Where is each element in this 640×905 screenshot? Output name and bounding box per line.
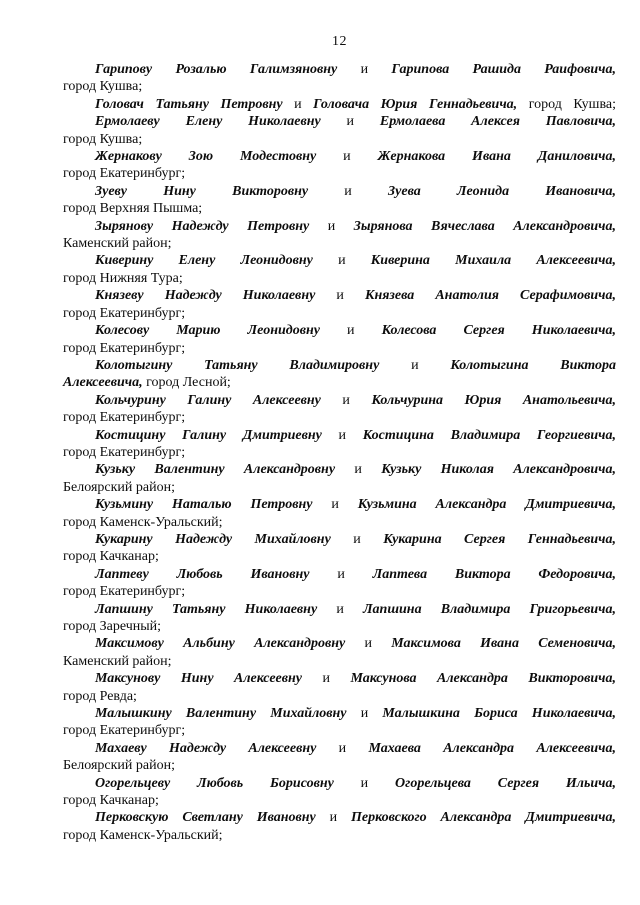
regular-text: и xyxy=(379,357,451,373)
couple-names-text: Колесову Марию Леонидовну xyxy=(95,323,320,339)
couple-names-text: Алексеевича, xyxy=(63,375,143,391)
couple-names-text: Кукарину Надежду Михайловну xyxy=(95,531,331,547)
entry-line-names xyxy=(63,496,616,513)
regular-text: и xyxy=(309,566,373,582)
regular-text: и xyxy=(346,706,383,722)
regular-text: город Екатеринбург; xyxy=(63,340,186,356)
entry-line-continuation xyxy=(63,688,616,705)
entry xyxy=(63,635,616,670)
entry-line-names xyxy=(63,287,616,304)
couple-names-text: Максунова Александра Викторовича, xyxy=(350,671,617,687)
entry-line-continuation xyxy=(63,165,616,182)
entry-line-names xyxy=(63,252,616,269)
regular-text: и xyxy=(312,253,371,269)
couple-names-text: Жернакову Зою Модестовну xyxy=(95,149,317,165)
entry xyxy=(63,670,616,705)
entry-line-names xyxy=(63,148,616,165)
entry-line-continuation xyxy=(63,270,616,287)
entry-line-names xyxy=(63,427,616,444)
couple-names-text: Головач Татьяну Петровну xyxy=(95,96,283,112)
couple-names-text: Колотыгина Виктора xyxy=(450,357,616,373)
entry-line-names xyxy=(63,461,616,478)
couple-names-text: Князева Анатолия Серафимовича, xyxy=(364,288,616,304)
entry-line-continuation xyxy=(63,792,616,809)
regular-text: город Лесной; xyxy=(142,375,231,391)
entry-line-continuation xyxy=(63,583,616,600)
entry-line-continuation xyxy=(63,827,616,844)
entry-line-names xyxy=(63,566,616,583)
regular-text: и xyxy=(309,218,354,234)
entry-line-continuation xyxy=(63,514,616,531)
regular-text: и xyxy=(302,671,351,687)
entry xyxy=(63,218,616,253)
regular-text: город Качканар; xyxy=(63,549,159,565)
couple-names-text: Зуеву Нину Викторовну xyxy=(95,183,309,199)
couple-names-text: Махаеву Надежду Алексеевну xyxy=(95,740,317,756)
entry-line-names xyxy=(63,392,616,409)
regular-text: город Качканар; xyxy=(63,793,159,809)
couple-names-text: Малышкину Валентину Михайловну xyxy=(95,706,347,722)
entry-line-continuation xyxy=(63,548,616,565)
couple-names-text: Костицина Владимира Георгиевича, xyxy=(362,427,617,443)
entry-line-names xyxy=(63,113,616,130)
couple-names-text: Перковскую Светлану Ивановну xyxy=(95,810,316,826)
regular-text: город Екатеринбург; xyxy=(63,410,186,426)
regular-text: город Екатеринбург; xyxy=(63,305,186,321)
couple-names-text: Огорельцева Сергея Ильича, xyxy=(395,775,617,791)
couple-names-text: Малышкина Бориса Николаевича, xyxy=(382,706,616,722)
entry xyxy=(63,357,616,392)
entry-line-names xyxy=(63,322,616,339)
regular-text: и xyxy=(337,62,392,77)
couple-names-text: Перковского Александра Дмитриевича, xyxy=(351,810,616,826)
regular-text: и xyxy=(316,740,369,756)
regular-text: и xyxy=(335,462,382,478)
couple-names-text: Кузьку Николая Александровича, xyxy=(381,462,617,478)
entry-line-names xyxy=(63,96,616,113)
entry xyxy=(63,96,616,113)
entry-line-names xyxy=(63,531,616,548)
couple-names-text: Максунову Нину Алексеевну xyxy=(95,671,303,687)
couple-names-text: Кузьмина Александра Дмитриевича, xyxy=(357,497,616,513)
regular-text: и xyxy=(315,288,365,304)
regular-text: город Каменск-Уральский; xyxy=(63,514,223,530)
couple-names-text: Киверину Елену Леонидовну xyxy=(95,253,313,269)
regular-text: город Каменск-Уральский; xyxy=(63,827,223,843)
entry xyxy=(63,183,616,218)
regular-text: город Екатеринбург; xyxy=(63,444,186,460)
couple-names-text: Кузьку Валентину Александровну xyxy=(95,462,336,478)
regular-text: город Екатеринбург; xyxy=(63,166,186,182)
regular-text: и xyxy=(320,392,372,408)
entry xyxy=(63,287,616,322)
entry-line-names xyxy=(63,357,616,374)
entry-line-continuation xyxy=(63,78,616,95)
couple-names-text: Колесова Сергея Николаевича, xyxy=(381,323,616,339)
entry xyxy=(63,775,616,810)
regular-text: город Кушва; xyxy=(63,131,143,147)
regular-text: город Заречный; xyxy=(63,619,162,634)
entry-line-continuation xyxy=(63,235,616,252)
entry-line-names xyxy=(63,218,616,235)
entry xyxy=(63,809,616,844)
couple-names-text: Гарипова Рашида Раифовича, xyxy=(391,62,616,77)
regular-text: и xyxy=(282,96,314,112)
regular-text: и xyxy=(308,183,389,199)
couple-names-text: Огорельцеву Любовь Борисовну xyxy=(95,775,334,791)
entry-line-continuation xyxy=(63,444,616,461)
couple-names-text: Лаптева Виктора Федоровича, xyxy=(372,566,617,582)
regular-text: и xyxy=(316,149,378,165)
entry-line-names xyxy=(63,705,616,722)
entry xyxy=(63,148,616,183)
page-number: 12 xyxy=(332,34,347,49)
entry xyxy=(63,113,616,148)
couple-names-text: Лапшина Владимира Григорьевича, xyxy=(362,601,616,617)
regular-text: и xyxy=(345,636,392,652)
entry-line-continuation xyxy=(63,200,616,217)
regular-text: Белоярский район; xyxy=(63,479,175,495)
entry-line-names xyxy=(63,183,616,200)
regular-text: и xyxy=(321,427,363,443)
entry xyxy=(63,61,616,96)
regular-text: и xyxy=(317,601,363,617)
couple-names-text: Зырянову Надежду Петровну xyxy=(95,218,310,234)
couple-names-text: Максимова Ивана Семеновича, xyxy=(391,636,616,652)
couple-names-text: Костицину Галину Дмитриевну xyxy=(95,427,322,443)
entry xyxy=(63,601,616,636)
regular-text: Каменский район; xyxy=(63,653,172,669)
entry xyxy=(63,392,616,427)
regular-text: Каменский район; xyxy=(63,236,172,252)
regular-text: город Екатеринбург; xyxy=(63,723,186,739)
couple-names-text: Кузьмину Наталью Петровну xyxy=(95,497,313,513)
regular-text: город Нижняя Тура; xyxy=(63,270,183,286)
couple-names-text: Зуева Леонида Ивановича, xyxy=(388,183,616,199)
regular-text: город Кушва; xyxy=(517,96,616,112)
regular-text: и xyxy=(330,531,384,547)
entry-line-names xyxy=(63,601,616,618)
entry-line-names xyxy=(63,775,616,792)
entry-line-continuation xyxy=(63,340,616,357)
regular-text: город Верхняя Пышма; xyxy=(63,201,203,217)
entry xyxy=(63,496,616,531)
entry-line-names xyxy=(63,809,616,826)
entry-line-continuation xyxy=(63,479,616,496)
entry xyxy=(63,427,616,462)
regular-text: и xyxy=(315,810,351,826)
regular-text: город Екатеринбург; xyxy=(63,584,186,600)
regular-text: и xyxy=(319,323,382,339)
entry-line-names xyxy=(63,61,616,78)
couple-names-text: Жернакова Ивана Даниловича, xyxy=(377,149,616,165)
couple-names-text: Максимову Альбину Александровну xyxy=(95,636,346,652)
entries-list xyxy=(63,61,616,844)
couple-names-text: Ермолаева Алексея Павловича, xyxy=(379,114,616,130)
entry xyxy=(63,740,616,775)
entry-line-continuation xyxy=(63,722,616,739)
couple-names-text: Гарипову Розалью Галимзяновну xyxy=(95,62,338,77)
regular-text: город Кушва; xyxy=(63,79,143,95)
couple-names-text: Кукарина Сергея Геннадьевича, xyxy=(383,531,616,547)
entry-line-names xyxy=(63,740,616,757)
regular-text: город Ревда; xyxy=(63,688,137,704)
couple-names-text: Лаптеву Любовь Ивановну xyxy=(95,566,310,582)
entry xyxy=(63,252,616,287)
entry xyxy=(63,322,616,357)
couple-names-text: Киверина Михаила Алексеевича, xyxy=(370,253,616,269)
entry xyxy=(63,531,616,566)
entry xyxy=(63,461,616,496)
entry-line-continuation xyxy=(63,305,616,322)
couple-names-text: Головача Юрия Геннадьевича, xyxy=(313,96,518,112)
couple-names-text: Колотыгину Татьяну Владимировну xyxy=(95,357,380,373)
entry-line-continuation xyxy=(63,374,616,391)
couple-names-text: Ермолаеву Елену Николаевну xyxy=(95,114,321,130)
couple-names-text: Кольчурину Галину Алексеевну xyxy=(95,392,321,408)
entry-line-continuation xyxy=(63,409,616,426)
couple-names-text: Лапшину Татьяну Николаевну xyxy=(95,601,318,617)
entry-line-continuation xyxy=(63,618,616,635)
entry-line-continuation xyxy=(63,757,616,774)
regular-text: и xyxy=(333,775,396,791)
entry xyxy=(63,566,616,601)
couple-names-text: Зырянова Вячеслава Александровича, xyxy=(353,218,616,234)
entry-line-names xyxy=(63,635,616,652)
entry-line-names xyxy=(63,670,616,687)
regular-text: и xyxy=(320,114,380,130)
entry xyxy=(63,705,616,740)
entry-line-continuation xyxy=(63,131,616,148)
regular-text: и xyxy=(312,497,358,513)
couple-names-text: Махаева Александра Алексеевича, xyxy=(368,740,617,756)
regular-text: Белоярский район; xyxy=(63,758,175,774)
couple-names-text: Кольчурина Юрия Анатольевича, xyxy=(371,392,617,408)
couple-names-text: Князеву Надежду Николаевну xyxy=(95,288,316,304)
entry-line-continuation xyxy=(63,653,616,670)
